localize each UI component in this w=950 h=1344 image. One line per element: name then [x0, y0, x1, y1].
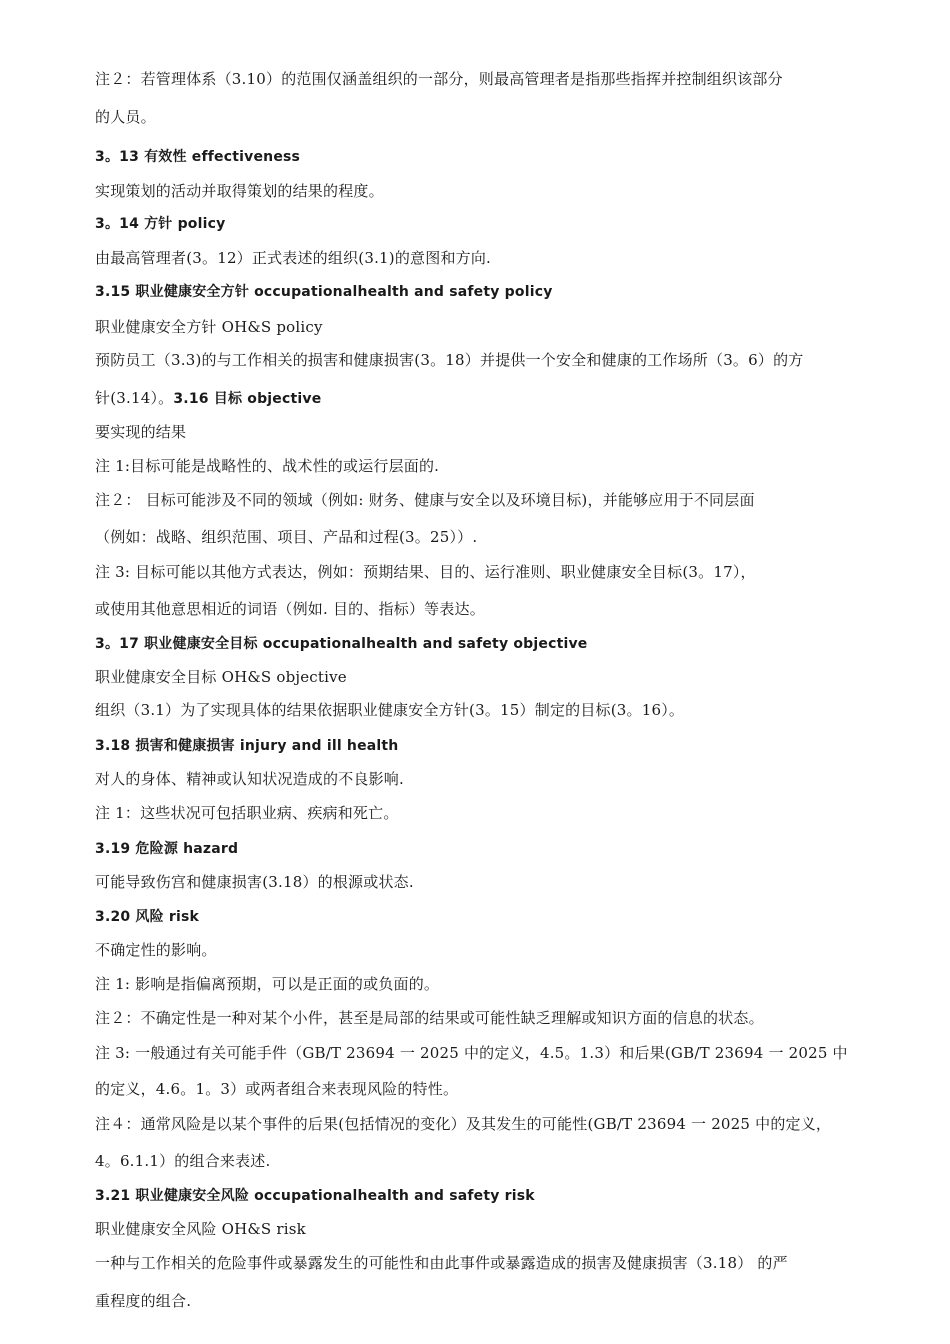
- section-heading-3-14: 3。14 方针 policy: [95, 216, 226, 232]
- section-heading-3-16: 3.16 目标 objective: [173, 391, 322, 407]
- note-line: 注 1：这些状况可包括职业病、疾病和死亡。: [95, 804, 399, 822]
- note-line: 注 1: 影响是指偏离预期，可以是正面的或负面的。: [95, 975, 440, 993]
- note-line: 4。6.1.1）的组合来表述.: [95, 1152, 271, 1170]
- section-heading-3-21: 3.21 职业健康安全风险 occupationalhealth and safety risk: [95, 1188, 535, 1204]
- definition-line: 组织（3.1）为了实现具体的结果依据职业健康安全方针(3。15）制定的目标(3。16）。: [95, 701, 685, 719]
- note-line: 注 3: 目标可能以其他方式表达，例如：预期结果、目的、运行准则、职业健康安全目标(3。17），: [95, 563, 756, 581]
- section-heading-3-19: 3.19 危险源 hazard: [95, 841, 239, 857]
- note-line: 的定义，4.6。1。3）或两者组合来表现风险的特性。: [95, 1080, 459, 1098]
- definition-line: 对人的身体、精神或认知状况造成的不良影响.: [95, 770, 404, 788]
- synonym-line: 职业健康安全方针 OH&S policy: [95, 318, 323, 336]
- definition-line: 不确定性的影响。: [95, 941, 217, 959]
- definition-line: 要实现的结果: [95, 423, 187, 441]
- definition-line: 实现策划的活动并取得策划的结果的程度。: [95, 182, 384, 200]
- synonym-line: 职业健康安全目标 OH&S objective: [95, 668, 347, 686]
- definition-line: 重程度的组合.: [95, 1292, 192, 1310]
- definition-line: 由最高管理者(3。12）正式表述的组织(3.1)的意图和方向.: [95, 249, 492, 267]
- note-line: 注２：若管理体系（3.10）的范围仅涵盖组织的一部分，则最高管理者是指那些指挥并控制组织该部分: [95, 70, 783, 88]
- note-line: 或使用其他意思相近的词语（例如. 目的、指标）等表达。: [95, 600, 485, 618]
- definition-line: [95, 387, 321, 408]
- section-heading-3-15: 3.15 职业健康安全方针 occupationalhealth and safety policy: [95, 284, 553, 300]
- section-heading-3-20: 3.20 风险 risk: [95, 909, 200, 925]
- note-line: 的人员。: [95, 108, 156, 126]
- synonym-line: 职业健康安全风险 OH&S risk: [95, 1220, 306, 1238]
- definition-tail: 针(3.14）。: [95, 389, 174, 407]
- section-heading-3-18: 3.18 损害和健康损害 injury and ill health: [95, 738, 399, 754]
- note-line: 注 1:目标可能是战略性的、战术性的或运行层面的.: [95, 457, 440, 475]
- section-heading-3-13: 3。13 有效性 effectiveness: [95, 149, 301, 165]
- note-line: 注２： 目标可能涉及不同的领域（例如: 财务、健康与安全以及环境目标)，并能够应用于不同层面: [95, 491, 755, 509]
- note-line: 注４：通常风险是以某个事件的后果(包括情况的变化）及其发生的可能性(GB/T 23694 一 2025 中的定义，: [95, 1115, 832, 1133]
- note-line: （例如：战略、组织范围、项目、产品和过程(3。25））.: [95, 528, 478, 546]
- section-heading-3-17: 3。17 职业健康安全目标 occupationalhealth and safety objective: [95, 636, 588, 652]
- note-line: 注２：不确定性是一种对某个小件，甚至是局部的结果或可能性缺乏理解或知识方面的信息的状态。: [95, 1009, 764, 1027]
- note-line: 注 3: 一般通过有关可能手件（GB/T 23694 一 2025 中的定义，4.5。1.3）和后果(GB/T 23694 一 2025 中: [95, 1044, 848, 1062]
- definition-line: 可能导致伤宫和健康损害(3.18）的根源或状态.: [95, 873, 414, 891]
- definition-line: 预防员工（3.3)的与工作相关的损害和健康损害(3。18）并提供一个安全和健康的工作场所（3。6）的方: [95, 351, 804, 369]
- definition-line: 一种与工作相关的危险事件或暴露发生的可能性和由此事件或暴露造成的损害及健康损害（3.18） 的严: [95, 1254, 788, 1272]
